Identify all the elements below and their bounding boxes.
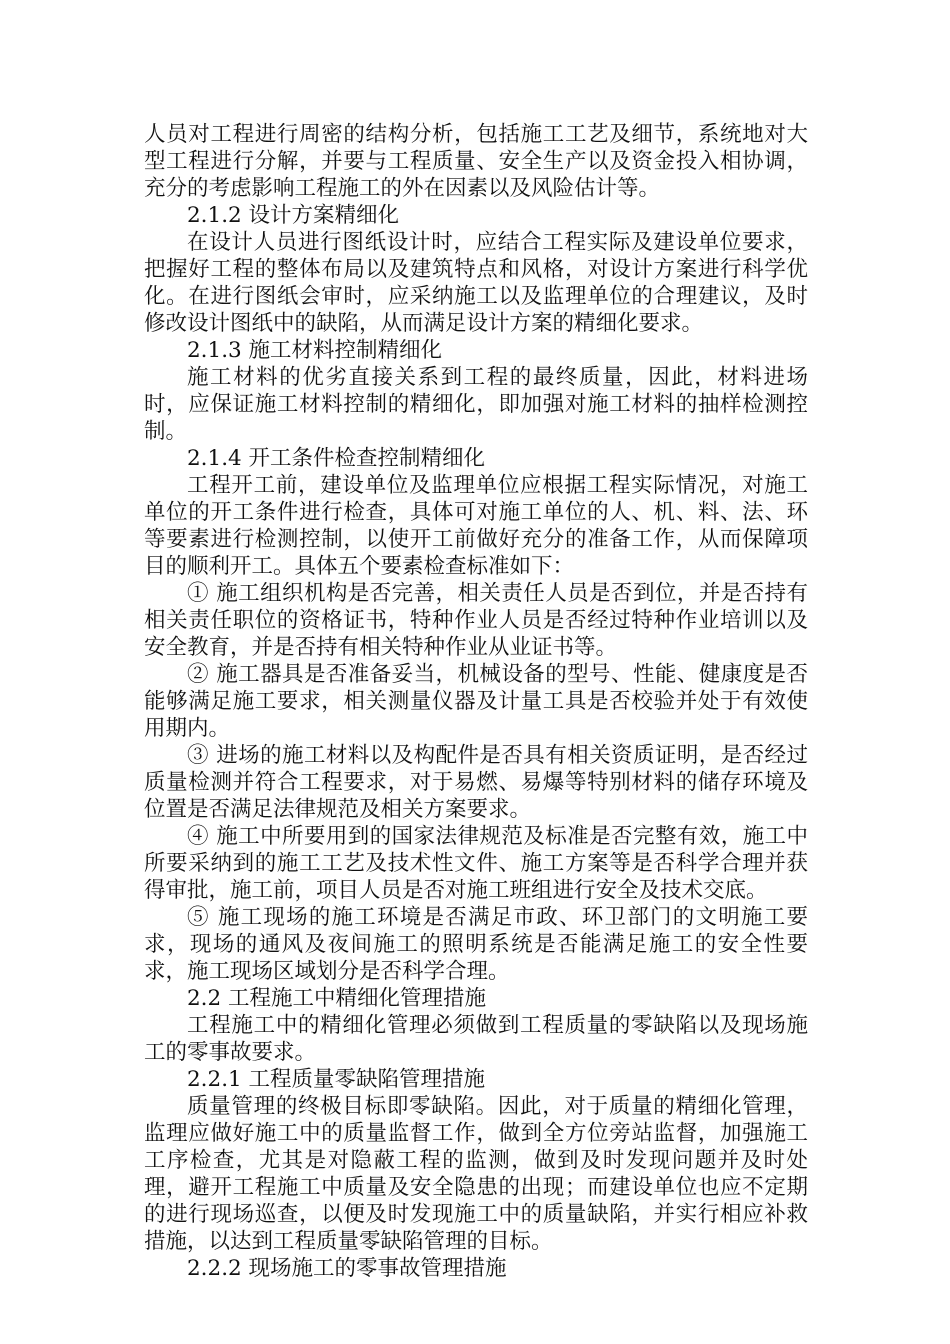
list-item: ② 施工器具是否准备妥当，机械设备的型号、性能、健康度是否能够满足施工要求，相关测量仪器及计量工具是否校验并处于有效使用期内。 [144, 662, 808, 741]
section-heading: 2.2 工程施工中精细化管理措施 [187, 986, 487, 1011]
section-heading: 2.1.4 开工条件检查控制精细化 [187, 446, 486, 471]
section-heading: 2.1.3 施工材料控制精细化 [187, 338, 443, 363]
body-paragraph: 在设计人员进行图纸设计时，应结合工程实际及建设单位要求，把握好工程的整体布局以及建筑特点和风格，对设计方案进行科学优化。在进行图纸会审时，应采纳施工以及监理单位的合理建议，及时修改设计图纸中的缺陷，从而满足设计方案的精细化要求。 [144, 230, 808, 336]
body-paragraph: 人员对工程进行周密的结构分析，包括施工工艺及细节，系统地对大型工程进行分解，并要与工程质量、安全生产以及资金投入相协调，充分的考虑影响工程施工的外在因素以及风险估计等。 [144, 122, 808, 201]
list-item: ④ 施工中所要用到的国家法律规范及标准是否完整有效，施工中所要采纳到的施工工艺及技术性文件、施工方案等是否科学合理并获得审批，施工前，项目人员是否对施工班组进行安全及技术交底。 [144, 824, 808, 903]
document-body [144, 121, 808, 1282]
section-heading: 2.1.2 设计方案精细化 [187, 203, 400, 228]
section-heading: 2.2.2 现场施工的零事故管理措施 [187, 1256, 507, 1281]
body-paragraph: 工程开工前，建设单位及监理单位应根据工程实际情况，对施工单位的开工条件进行检查，具体可对施工单位的人、机、料、法、环等要素进行检测控制，以使开工前做好充分的准备工作，从而保障项目的顺利开工。具体五个要素检查标准如下： [144, 473, 808, 579]
body-paragraph: 工程施工中的精细化管理必须做到工程质量的零缺陷以及现场施工的零事故要求。 [144, 1013, 808, 1065]
list-item: ⑤ 施工现场的施工环境是否满足市政、环卫部门的文明施工要求，现场的通风及夜间施工的照明系统是否能满足施工的安全性要求，施工现场区域划分是否科学合理。 [144, 905, 808, 984]
list-item: ① 施工组织机构是否完善，相关责任人员是否到位，并是否持有相关责任职位的资格证书，特种作业人员是否经过特种作业培训以及安全教育，并是否持有相关特种作业从业证书等。 [144, 581, 808, 660]
section-heading: 2.2.1 工程质量零缺陷管理措施 [187, 1067, 486, 1092]
body-paragraph: 质量管理的终极目标即零缺陷。因此，对于质量的精细化管理，监理应做好施工中的质量监督工作，做到全方位旁站监督，加强施工工序检查，尤其是对隐蔽工程的监测，做到及时发现问题并及时处理，避开工程施工中质量及安全隐患的出现；而建设单位也应不定期的进行现场巡查，以便及时发现施工中的质量缺陷，并实行相应补救措施，以达到工程质量零缺陷管理的目标。 [144, 1094, 808, 1254]
list-item: ③ 进场的施工材料以及构配件是否具有相关资质证明，是否经过质量检测并符合工程要求，对于易燃、易爆等特别材料的储存环境及位置是否满足法律规范及相关方案要求。 [144, 743, 808, 822]
body-paragraph: 施工材料的优劣直接关系到工程的最终质量，因此，材料进场时，应保证施工材料控制的精细化，即加强对施工材料的抽样检测控制。 [144, 365, 808, 444]
